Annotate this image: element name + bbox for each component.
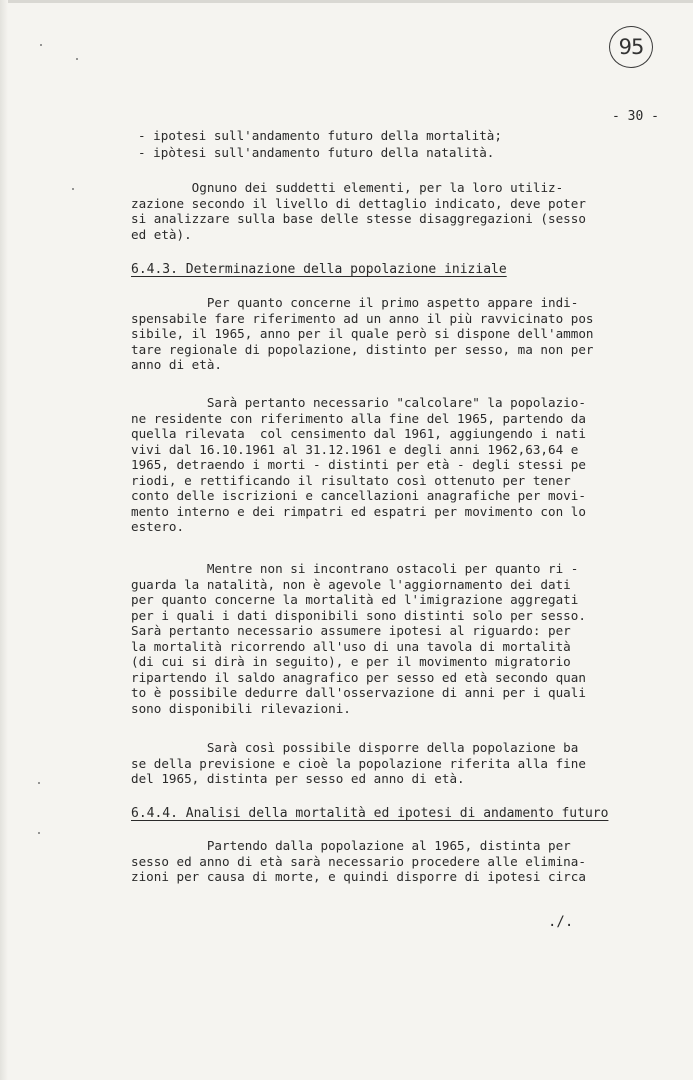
paragraph-mortality-elimination: Partendo dalla popolazione al 1965, distinta per sesso ed anno di età sarà necessario procedere alle elimina- zioni per causa di morte, e quindi disporre di ipotesi circa bbox=[131, 838, 586, 884]
paragraph-obstacles: Mentre non si incontrano ostacoli per quanto ri - guarda la natalità, non è agevole l'aggiornamento dei dati per quanto concerne la mortalità ed l'imigrazione aggregati per i quali i dati disponibili sono distinti solo per sesso. Sarà pertanto necessario assumere ipotesi al riguardo: per la mortalità ricorrendo all'uso di una tavola di mortalità (di cui si dirà in seguito), e per il movimento migratorio ripartendo il saldo anagrafico per sesso ed età secondo quan to è possibile dedurre dall'osservazione di anni per i quali sono disponibili rilevazioni. bbox=[131, 561, 586, 716]
scan-speck bbox=[40, 44, 42, 46]
scan-speck bbox=[38, 782, 40, 784]
scan-speck bbox=[72, 188, 74, 190]
paragraph-calculate-population: Sarà pertanto necessario "calcolare" la popolazio- ne residente con riferimento alla fine del 1965, partendo da quella rilevata col censimento dal 1961, aggiungendo i nati vivi dal 16.10.1961 al 31.12.1961 e degli anni 1962,63,64 e 1965, detraendo i morti - distinti per età - degli stessi pe riodi, e rettificando il risultato così ottenuto per tener conto delle iscrizioni e cancellazioni anagrafiche per movi- mento interno e dei rimpatri ed espatri per movimento con lo estero. bbox=[131, 395, 586, 534]
heading-initial-population: 6.4.3. Determinazione della popolazione iniziale bbox=[131, 262, 507, 277]
bullet-natality: - ipòtesi sull'andamento futuro della natalità. bbox=[138, 145, 495, 160]
paragraph-base-population: Sarà così possibile disporre della popolazione ba se della previsione e cioè la popolazione riferita alla fine del 1965, distinta per sesso ed anno di età. bbox=[131, 740, 586, 786]
paragraph-elements: Ognuno dei suddetti elementi, per la loro utiliz- zazione secondo il livello di dettaglio indicato, deve poter si analizzare sulla base delle stesse disaggregazioni (sesso ed età). bbox=[131, 180, 586, 242]
paragraph-first-aspect: Per quanto concerne il primo aspetto appare indi- spensabile fare riferimento ad un anno il più ravvicinato pos sibile, il 1965, anno per il quale però si dispone dell'ammon tare regionale di popolazione, distinto per sesso, ma non per anno di età. bbox=[131, 295, 594, 372]
continuation-mark: ./. bbox=[548, 914, 574, 930]
scan-speck bbox=[38, 832, 40, 834]
bullet-mortality: - ipotesi sull'andamento futuro della mortalità; bbox=[138, 128, 502, 143]
page-number: - 30 - bbox=[612, 109, 659, 124]
heading-mortality-analysis: 6.4.4. Analisi della mortalità ed ipotesi di andamento futuro bbox=[131, 806, 609, 821]
page-left-edge bbox=[0, 0, 8, 1080]
page-stamp: 95 bbox=[609, 26, 653, 68]
scan-speck bbox=[76, 58, 78, 60]
page-top-edge bbox=[0, 0, 693, 3]
